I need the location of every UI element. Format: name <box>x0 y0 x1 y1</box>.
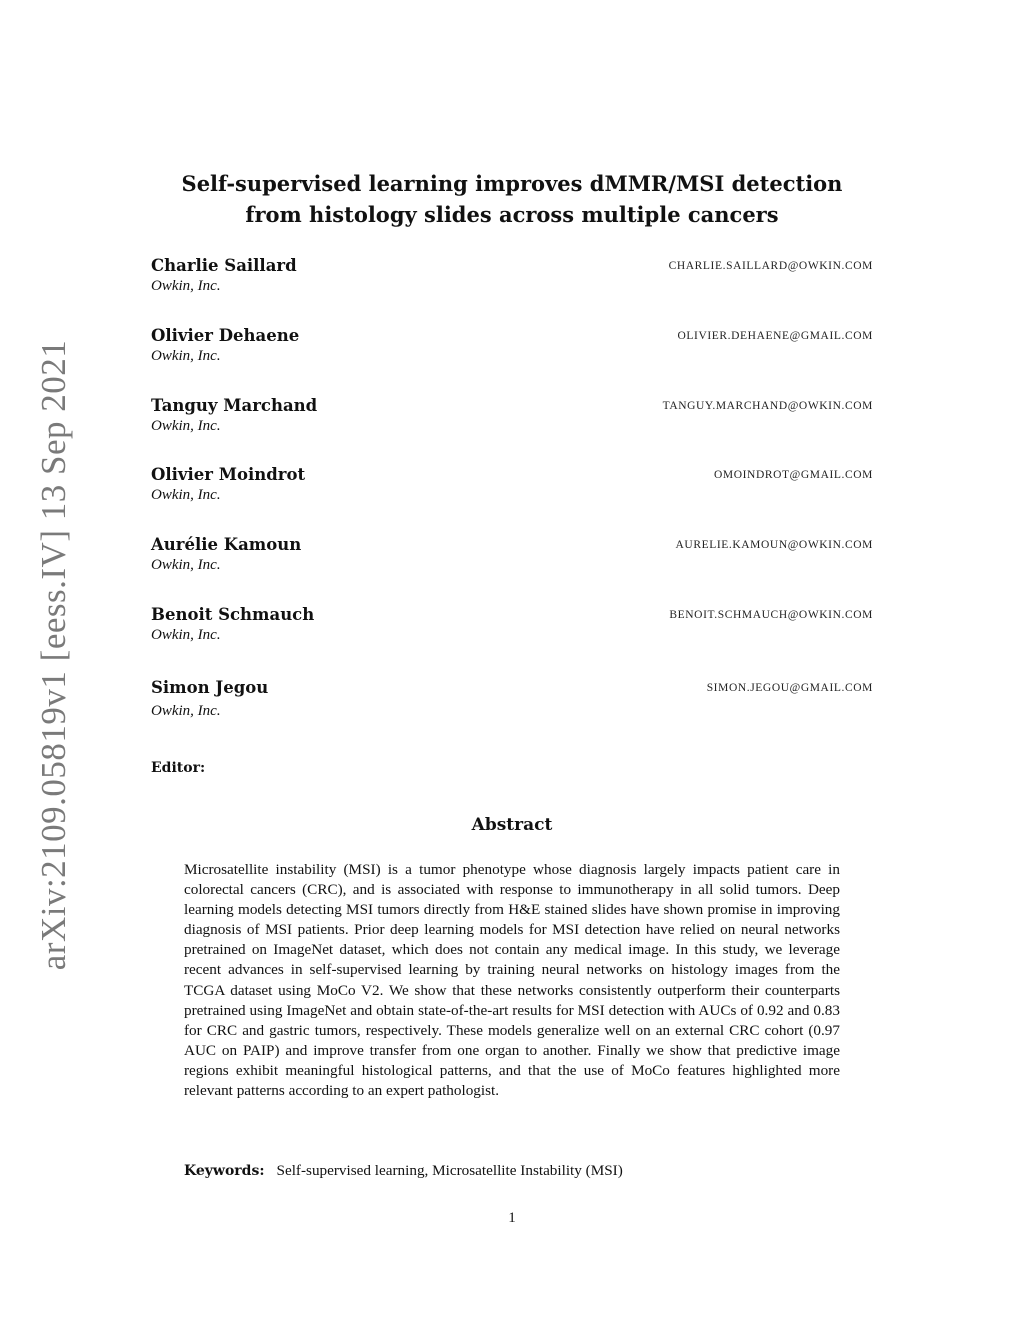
author-name: Tanguy Marchand <box>151 396 318 415</box>
keywords-line <box>184 1161 840 1181</box>
author-email[interactable]: SIMON.JEGOU@GMAIL.COM <box>706 682 873 694</box>
author-email[interactable]: AURELIE.KAMOUN@OWKIN.COM <box>675 539 873 551</box>
author-affiliation: Owkin, Inc. <box>151 418 221 434</box>
author-affiliation: Owkin, Inc. <box>151 278 221 294</box>
author-email[interactable]: BENOIT.SCHMAUCH@OWKIN.COM <box>669 609 873 621</box>
author-name: Simon Jegou <box>151 678 269 697</box>
author-affiliation: Owkin, Inc. <box>151 487 221 503</box>
title-line-1: Self-supervised learning improves dMMR/MSI detection <box>181 171 843 196</box>
editor-label: Editor: <box>151 760 206 776</box>
author-name: Benoit Schmauch <box>151 605 315 624</box>
keywords-label: Keywords: <box>184 1163 265 1179</box>
paper-title <box>140 168 884 230</box>
title-line-2: from histology slides across multiple cancers <box>245 202 779 227</box>
author-email[interactable]: OLIVIER.DEHAENE@GMAIL.COM <box>677 330 873 342</box>
author-affiliation: Owkin, Inc. <box>151 627 221 643</box>
author-name: Charlie Saillard <box>151 256 297 275</box>
author-name: Aurélie Kamoun <box>151 535 302 554</box>
arxiv-identifier-stamp: arXiv:2109.05819v1 [eess.IV] 13 Sep 2021 <box>34 339 73 971</box>
author-affiliation: Owkin, Inc. <box>151 348 221 364</box>
page-number: 1 <box>508 1210 516 1226</box>
author-name: Olivier Moindrot <box>151 465 306 484</box>
author-affiliation: Owkin, Inc. <box>151 557 221 573</box>
abstract-heading: Abstract <box>471 815 553 835</box>
author-email[interactable]: TANGUY.MARCHAND@OWKIN.COM <box>662 400 873 412</box>
author-affiliation: Owkin, Inc. <box>151 703 221 719</box>
abstract-text: Microsatellite instability (MSI) is a tumor phenotype whose diagnosis largely impacts patient care in colorectal cancers (CRC), and is associated with response to immunotherapy in all solid tumors. Deep learning models detecting MSI tumors directly from H&E stained slides have shown promise in improving diagnosis of MSI patients. Prior deep learning models for MSI detection have relied on neural networks pretrained on ImageNet dataset, which does not contain any medical image. In this study, we leverage recent advances in self-supervised learning by training neural networks on histology images from the TCGA dataset using MoCo V2. We show that these networks consistently outperform their counterparts pretrained using ImageNet and obtain state-of-the-art results for MSI detection with AUCs of 0.92 and 0.83 for CRC and gastric tumors, respectively. These models generalize well on an external CRC cohort (0.97 AUC on PAIP) and improve transfer from one organ to another. Finally we show that predictive image regions exhibit meaningful histological patterns, and that the use of MoCo features highlighted more relevant patterns according to an expert pathologist. <box>184 861 840 1100</box>
author-email[interactable]: CHARLIE.SAILLARD@OWKIN.COM <box>668 260 873 272</box>
author-name: Olivier Dehaene <box>151 326 300 345</box>
keywords-text: Self-supervised learning, Microsatellite Instability (MSI) <box>276 1162 623 1179</box>
author-email[interactable]: OMOINDROT@GMAIL.COM <box>713 469 873 481</box>
